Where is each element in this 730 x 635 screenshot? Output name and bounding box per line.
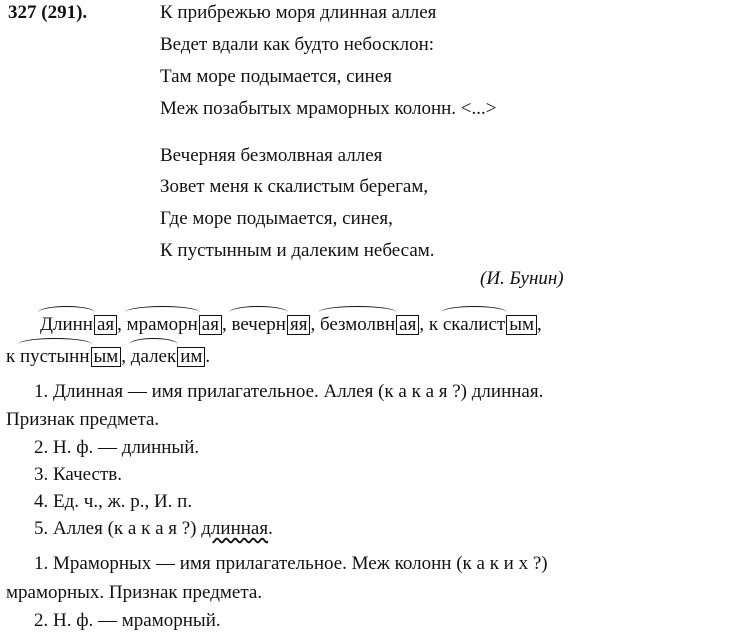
- word-root: вечерн: [231, 314, 286, 335]
- analysis-2: 2. Н. ф. — длинный.: [34, 437, 200, 458]
- parse-punctuation: ,: [419, 314, 425, 335]
- analysis-b1-line-2: мраморных. Признак предмета.: [6, 582, 263, 603]
- poem-line-3: Там море подымается, синея: [160, 66, 393, 87]
- parse-punctuation: ,: [121, 346, 127, 367]
- poem-line-6: Зовет меня к скалистым берегам,: [160, 176, 429, 197]
- word-root: далек: [130, 346, 177, 367]
- parse-separator: к: [6, 346, 20, 367]
- poem-line-2: Ведет вдали как будто небосклон:: [160, 34, 435, 55]
- parse-punctuation: ,: [537, 314, 542, 335]
- parsed-word: [320, 314, 419, 336]
- parsed-word: [127, 314, 222, 336]
- analysis-b2: 2. Н. ф. — мраморный.: [34, 610, 221, 631]
- analysis-5-pre: 5. Аллея (к а к а я ?): [34, 518, 202, 539]
- analysis-5: [34, 518, 273, 540]
- parse-separator: к: [424, 314, 443, 335]
- parse-punctuation: ,: [221, 314, 227, 335]
- analysis-1-line-1: [34, 381, 543, 403]
- word-ending-box: яя: [287, 315, 310, 335]
- word-root: пустынн: [19, 346, 90, 367]
- poem-line-1: К прибрежью моря длинная аллея: [160, 2, 437, 23]
- poem-line-8: К пустынным и далеким небесам.: [160, 240, 435, 261]
- parsed-word: [443, 314, 537, 336]
- parsed-word: [40, 314, 117, 336]
- parsed-word: [20, 346, 121, 368]
- word-ending-box: ая: [199, 315, 222, 335]
- word-ending-box: ым: [91, 347, 122, 367]
- word-root: мраморн: [126, 314, 198, 335]
- word-ending-box: ым: [506, 315, 537, 335]
- poem-line-7: Где море подымается, синея,: [160, 208, 393, 229]
- exercise-number: 327 (291).: [8, 2, 88, 23]
- poem-author: (И. Бунин): [480, 268, 564, 289]
- word-root: Длинн: [40, 314, 93, 335]
- analysis-4: 4. Ед. ч., ж. р., И. п.: [34, 491, 193, 512]
- analysis-b1-line-1: 1. Мраморных — имя прилагательное. Меж колонн (к а к и х ?): [34, 553, 548, 574]
- parse-punctuation: .: [205, 346, 211, 367]
- word-root: скалист: [442, 314, 506, 335]
- word-ending-box: ая: [94, 315, 117, 335]
- morpheme-parse-line-2: [6, 346, 210, 368]
- morpheme-parse-line-1: [40, 314, 542, 336]
- word-ending-box: им: [177, 347, 205, 367]
- parse-punctuation: ,: [117, 314, 122, 335]
- word-ending-box: ая: [396, 315, 419, 335]
- parse-punctuation: ,: [310, 314, 316, 335]
- analysis-3: 3. Качеств.: [34, 464, 123, 485]
- analysis-5-post: .: [268, 518, 273, 539]
- parsed-word: [231, 314, 310, 336]
- parsed-word: [131, 346, 206, 368]
- poem-line-4: Меж позабытых мраморных колонн. <...>: [160, 98, 497, 119]
- poem-line-5: Вечерняя безмолвная аллея: [160, 145, 383, 166]
- analysis-5-word: длинная: [201, 518, 269, 539]
- analysis-1-line-2: Признак предмета.: [6, 409, 160, 430]
- analysis-1-text-1: 1. Длинная — имя прилагательное. Аллея (к а к а я ?) длинная.: [34, 381, 544, 402]
- word-root: безмолвн: [319, 314, 396, 335]
